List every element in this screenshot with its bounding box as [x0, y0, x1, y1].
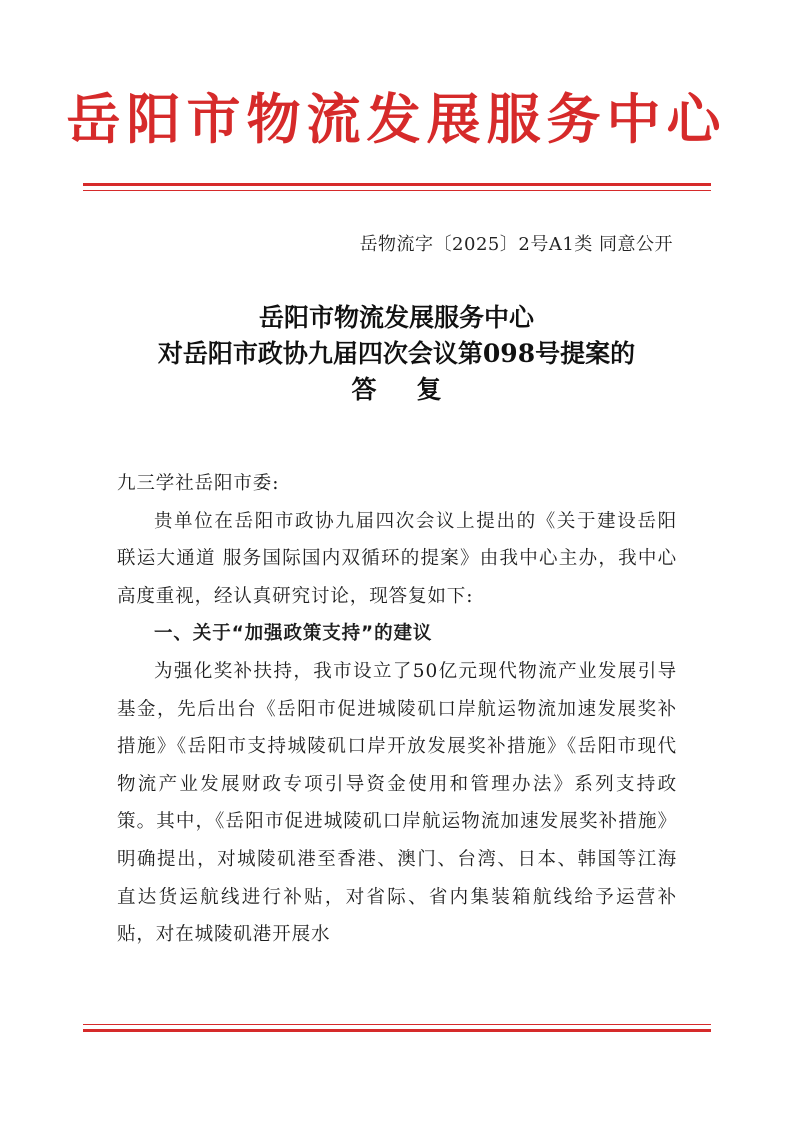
intro-paragraph: 贵单位在岳阳市政协九届四次会议上提出的《关于建设岳阳联运大通道 服务国际国内双循环的提案》由我中心主办，我中心高度重视，经认真研究讨论，现答复如下:	[117, 510, 677, 607]
document-number: 岳物流字〔2025〕2号A1类 同意公开	[359, 234, 673, 255]
header-divider-thick	[83, 183, 711, 186]
org-header-title: 岳阳市物流发展服务中心	[66, 87, 727, 151]
document-body	[117, 465, 677, 954]
footer-divider-thick	[83, 1029, 711, 1032]
footer-divider-thin	[83, 1024, 711, 1025]
section-1-paragraph: 为强化奖补扶持，我市设立了50亿元现代物流产业发展引导基金，先后出台《岳阳市促进城陵矶口岸航运物流加速发展奖补措施》《岳阳市支持城陵矶口岸开放发展奖补措施》《岳阳市现代物流产业发展财政专项引导资金使用和管理办法》系列支持政策。其中，《岳阳市促进城陵矶口岸航运物流加速发展奖补措施》明确提出，对城陵矶港至香港、澳门、台湾、日本、韩国等江海直达货运航线进行补贴，对省际、省内集装箱航线给予运营补贴，对在城陵矶港开展水	[117, 660, 677, 946]
reply-title-line-2: 对岳阳市政协九届四次会议第098号提案的	[157, 339, 636, 368]
header-divider-thin	[83, 190, 711, 191]
reply-title-line-3: 答复	[351, 375, 482, 404]
reply-title-line-1: 岳阳市物流发展服务中心	[258, 303, 534, 332]
salutation: 九三学社岳阳市委:	[117, 473, 280, 494]
reply-title	[0, 300, 793, 408]
section-1-heading: 一、关于“加强政策支持”的建议	[154, 623, 433, 645]
